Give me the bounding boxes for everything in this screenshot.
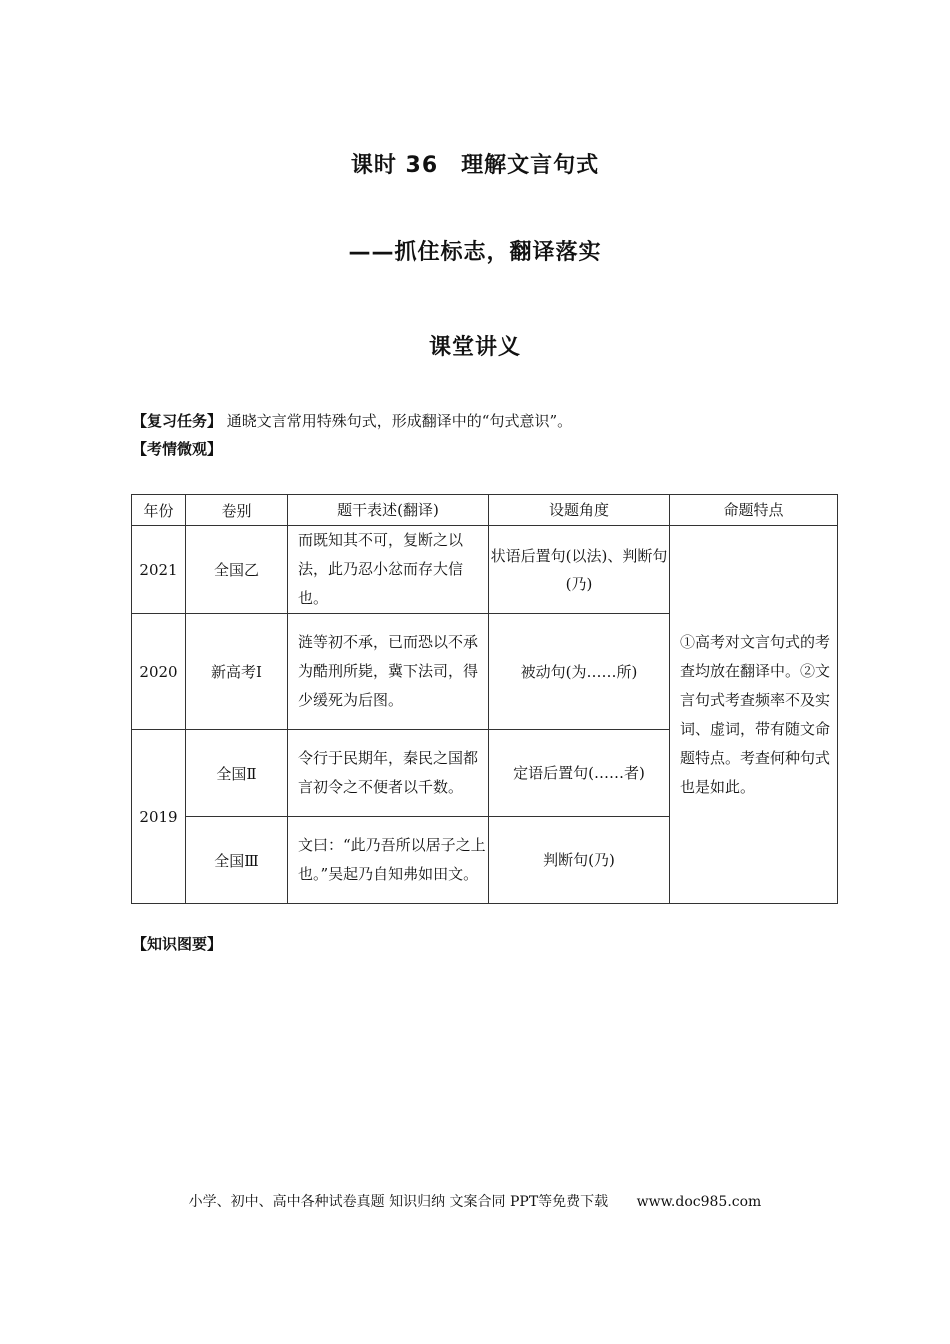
header-paper: 卷别	[186, 495, 288, 526]
header-text: 题干表述(翻译)	[288, 495, 489, 526]
review-task	[132, 410, 572, 431]
knowledge-label: 【知识图要】	[132, 935, 223, 953]
cell-angle: 被动句(为……所)	[489, 614, 670, 730]
footer-text: 小学、初中、高中各种试卷真题 知识归纳 文案合同 PPT等免费下载	[188, 1194, 609, 1210]
cell-paper: 全国乙	[186, 526, 288, 614]
cell-text: 而既知其不可，复断之以法，此乃忍小忿而存大信也。	[288, 526, 489, 614]
footer	[0, 1191, 950, 1211]
table-row	[132, 526, 838, 614]
cell-text: 涟等初不承，已而恐以不承为酷刑所毙，冀下法司，得少缓死为后图。	[288, 614, 489, 730]
section-title: 课堂讲义	[428, 335, 521, 360]
cell-angle: 状语后置句(以法)、判断句(乃)	[489, 526, 670, 614]
cell-paper: 全国Ⅲ	[186, 817, 288, 904]
lesson-subtitle: ——抓住标志，翻译落实	[348, 240, 602, 265]
header-year: 年份	[132, 495, 186, 526]
header-feature: 命题特点	[670, 495, 838, 526]
cell-paper: 全国Ⅱ	[186, 730, 288, 817]
cell-text: 令行于民期年，秦民之国都言初令之不便者以千数。	[288, 730, 489, 817]
cell-feature: ①高考对文言句式的考查均放在翻译中。②文言句式考查频率不及实词、虚词，带有随文命题特点。考查何种句式也是如此。	[670, 526, 838, 904]
exam-overview-table	[131, 494, 838, 904]
cell-year: 2021	[132, 526, 186, 614]
cell-text: 文曰：“此乃吾所以居子之上也。”吴起乃自知弗如田文。	[288, 817, 489, 904]
review-task-label: 【复习任务】	[132, 412, 223, 430]
overview-label: 【考情微观】	[132, 440, 223, 458]
header-angle: 设题角度	[489, 495, 670, 526]
cell-angle: 定语后置句(……者)	[489, 730, 670, 817]
cell-year: 2019	[132, 730, 186, 904]
cell-paper: 新高考Ⅰ	[186, 614, 288, 730]
table-header-row	[132, 495, 838, 526]
review-task-text: 通晓文言常用特殊句式，形成翻译中的“句式意识”。	[226, 412, 573, 430]
lesson-title: 课时 36 理解文言句式	[350, 153, 600, 178]
cell-year: 2020	[132, 614, 186, 730]
footer-url[interactable]: www.doc985.com	[636, 1194, 762, 1210]
cell-angle: 判断句(乃)	[489, 817, 670, 904]
